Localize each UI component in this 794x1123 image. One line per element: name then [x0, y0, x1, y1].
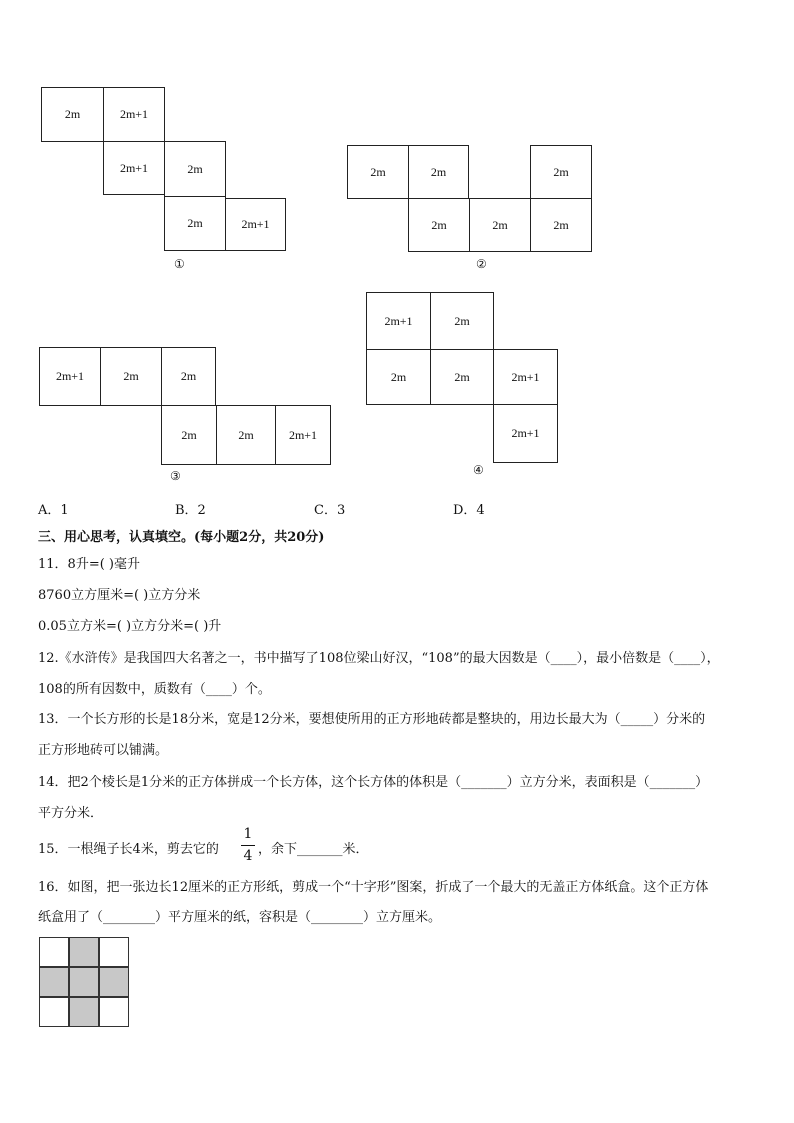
fraction-numerator: 1 [243, 826, 253, 842]
grid-cell-shaded [99, 967, 129, 997]
net-cell: 2m [161, 347, 216, 406]
question-13-line-1: 13．一个长方形的长是18分米，宽是12分米，要想使所用的正方形地砖都是整块的，用边长最大为（_____）分米的 [38, 712, 706, 727]
net-cell: 2m [469, 198, 531, 252]
grid-cell-shaded [39, 967, 69, 997]
net-cell: 2m [164, 196, 226, 251]
net-cell: 2m [408, 198, 470, 252]
net-label: ④ [473, 463, 484, 477]
option-b: B．2 [175, 503, 206, 518]
grid-cell [99, 937, 129, 967]
net-cell: 2m [430, 292, 494, 350]
grid-cell [99, 997, 129, 1027]
net-cell: 2m [530, 145, 592, 199]
grid-cell-shaded [69, 937, 99, 967]
net-cell: 2m+1 [103, 87, 165, 142]
net-cell: 2m [161, 405, 217, 465]
option-d: D．4 [453, 503, 485, 518]
net-cell: 2m [366, 349, 431, 405]
question-11-line-3: 0.05立方米=( )立方分米=( )升 [38, 619, 222, 634]
grid-cell-shaded [69, 967, 99, 997]
net-cell: 2m+1 [39, 347, 101, 406]
question-14-line-2: 平方分米． [38, 806, 104, 821]
net-cell: 2m [347, 145, 409, 199]
question-12-line-1: 12.《水浒传》是我国四大名著之一，书中描写了108位梁山好汉，“108”的最大因数是（____），最小倍数是（____）， [38, 651, 720, 666]
cross-pattern-figure [39, 937, 129, 1027]
grid-cell-shaded [69, 997, 99, 1027]
net-cell: 2m [216, 405, 276, 465]
net-cell: 2m+1 [366, 292, 431, 350]
question-16-line-1: 16．如图，把一张边长12厘米的正方形纸，剪成一个“十字形”图案，折成了一个最大的无盖正方体纸盒。这个正方体 [38, 880, 709, 895]
net-cell: 2m+1 [225, 198, 286, 251]
fraction-denominator: 4 [243, 848, 253, 864]
question-13-line-2: 正方形地砖可以铺满。 [38, 743, 169, 758]
question-16-line-2: 纸盒用了（________）平方厘米的纸，容积是（________）立方厘米。 [38, 910, 442, 925]
net-cell: 2m [408, 145, 469, 199]
net-cell: 2m [164, 141, 226, 197]
question-12-line-2: 108的所有因数中，质数有（____）个。 [38, 682, 271, 697]
option-c: C．3 [314, 503, 346, 518]
option-a: A．1 [38, 503, 69, 518]
grid-cell [39, 937, 69, 967]
net-cell: 2m+1 [275, 405, 331, 465]
net-cell: 2m+1 [493, 349, 558, 405]
net-cell: 2m+1 [103, 141, 165, 195]
fraction-bar [241, 845, 255, 846]
net-label: ③ [170, 469, 181, 483]
question-14-line-1: 14．把2个棱长是1分米的正方体拼成一个长方体，这个长方体的体积是（_______）立方分米，表面积是（_______） [38, 775, 709, 790]
net-cell: 2m+1 [493, 404, 558, 463]
question-11-line-2: 8760立方厘米=( )立方分米 [38, 588, 201, 603]
net-cell: 2m [430, 349, 494, 405]
section-title: 三、用心思考，认真填空。(每小题2分，共20分) [38, 530, 325, 545]
net-label: ① [174, 257, 185, 271]
question-11-line-1: 11．8升=( )毫升 [38, 557, 140, 572]
net-label: ② [476, 257, 487, 271]
question-15-prefix: 15．一根绳子长4米，剪去它的 [38, 842, 219, 857]
net-cell: 2m [530, 198, 592, 252]
net-cell: 2m [100, 347, 162, 406]
net-cell: 2m [41, 87, 104, 142]
question-15-suffix: ，余下_______米． [258, 842, 369, 857]
grid-cell [39, 997, 69, 1027]
